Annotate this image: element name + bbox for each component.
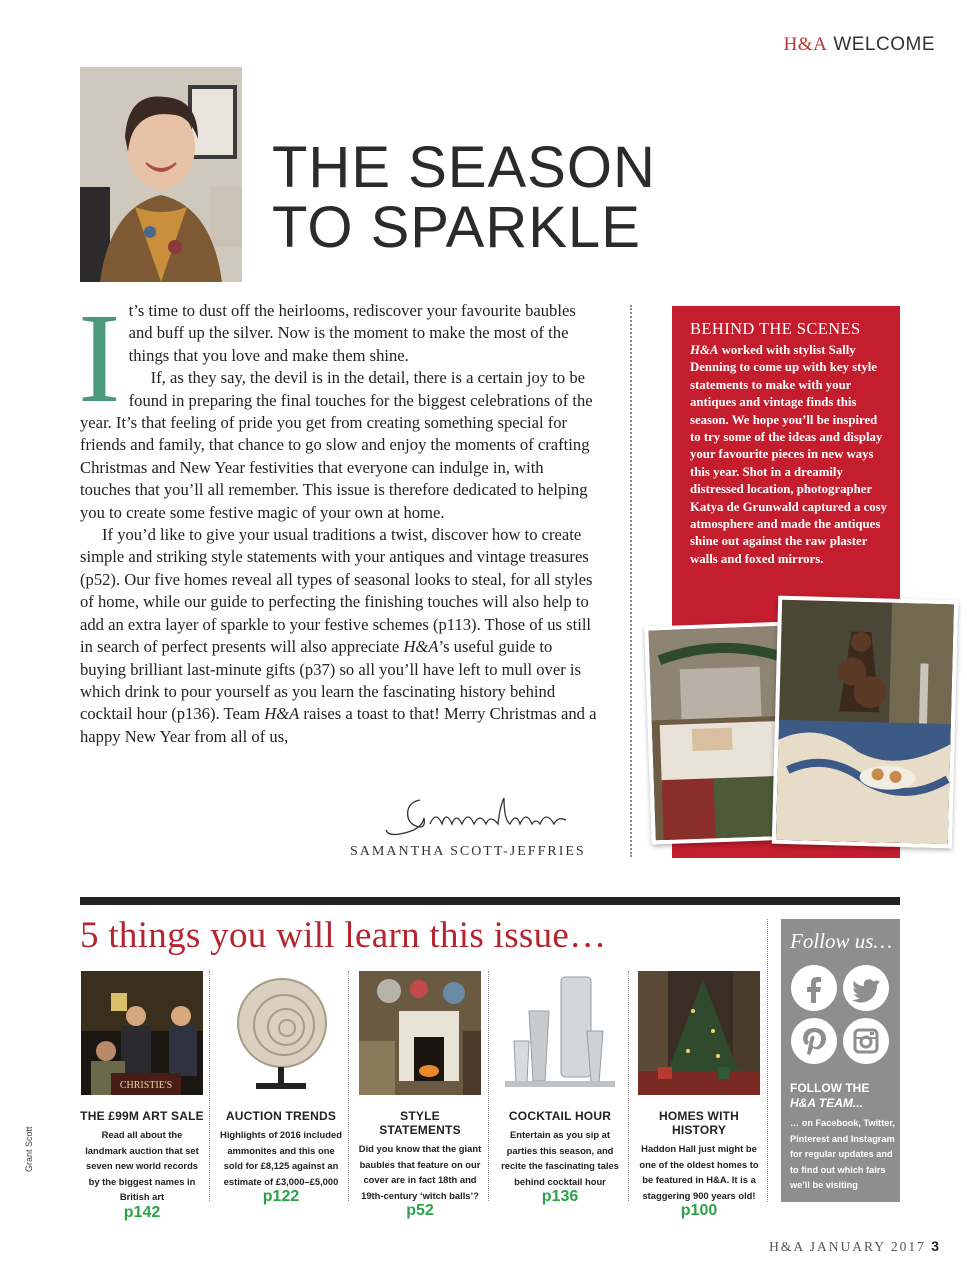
item-heading: STYLE STATEMENTS [379,1109,461,1137]
item-description: Did you know that the giant baubles that feature on our cover are in fact 18th and 19th-century ‘witch balls’? [358,1143,482,1201]
signature [380,790,600,846]
author-name: SAMANTHA SCOTT-JEFFRIES [350,844,586,859]
paragraph-3-part-e: raises a toast to that! Merry Christmas and a happy New Year from all of us, [80,704,597,746]
editorial-text [78,287,598,748]
page-footer [769,1238,939,1255]
paragraph-3 [80,524,598,748]
facebook-icon[interactable] [791,965,837,1011]
auction-house-label: CHRISTIE'S [119,1080,173,1091]
section-rule [80,897,900,905]
item-divider [488,971,489,1201]
behind-scenes-title: BEHIND THE SCENES [690,319,861,338]
item-page-link[interactable]: p136 [541,1188,579,1206]
item-heading: COCKTAIL HOUR [508,1109,612,1123]
item-description: Entertain as you sip at parties this season, and recite the fascinating tales behind cocktail hour [501,1129,619,1187]
feature-item [498,971,622,1206]
item-heading: AUCTION TRENDS [225,1109,337,1123]
paragraph-3-part-a: If you’d like to give your usual traditions a twist, discover how to create simple and striking style statements with your antiques and vintage treasures (p52). Our five homes reveal all types of seasonal looks to steal, for all styles of home, while our guide to perfecting the finishing touches will also help to add an extra layer of sparkle to your festive schemes (p113). Those of us still in search of perfect presents will also appreciate [80,525,593,657]
section-label [784,34,935,56]
follow-description: … on Facebook, Twitter, Pinterest and Instagram for regular updates and to find out which fairs we’ll be visiting [790,1118,895,1191]
page-title [272,135,656,260]
table-display-photo [772,596,958,849]
paragraph-3-part-c: ’s useful guide to buying brilliant last-minute gifts (p37) so all you’ll have left to mull over is which drink to pour yourself as you learn the fascinating history behind cocktail hour (p136). Team [80,637,581,724]
paragraph-1 [78,287,598,429]
item-description: Read all about the landmark auction that set seven new world records by the biggest names in British art [85,1129,199,1203]
cocktail-set-photo [499,971,621,1095]
follow-heading [790,1081,869,1111]
haddon-hall-photo [638,971,760,1095]
feature-item [80,971,204,1222]
feature-item [358,971,482,1220]
title-line-2: TO SPARKLE [272,195,641,260]
paragraph-1-text: t’s time to dust off the heirlooms, rediscover your favourite baubles and buff up the silver. Now is the moment to make the most of the things that you love and make them shine. [128,301,576,365]
behind-scenes-text [690,342,888,568]
footer-issue: H&A JANUARY 2017 [769,1239,926,1254]
feature-item [219,971,343,1206]
item-heading: HOMES WITH HISTORY [659,1109,739,1137]
item-divider [209,971,210,1201]
brand-logo: H&A [783,34,828,55]
title-line-1: THE SEASON [272,135,656,200]
column-divider [630,305,632,857]
item-description: Highlights of 2016 included ammonites and this one sold for £8,125 against an estimate of £3,000–£5,000 [220,1129,342,1187]
twitter-icon[interactable] [843,965,889,1011]
item-divider [628,971,629,1201]
behind-scenes-body: worked with stylist Sally Denning to come up with key style statements to make with your antiques and vintage finds this season. We hope you’ll be inspired to try some of the ideas and display your favourite pieces in new ways this year. Shot in a dreamily distressed location, photographer Katya de Grunwald captured a cosy atmosphere and made the antiques shine out against the raw plaster walls and foxed mirrors. [690,343,888,566]
page-number: 3 [931,1238,939,1254]
follow-heading-line-2: H&A TEAM... [790,1096,863,1110]
editor-portrait [80,67,242,282]
things-title: 5 things you will learn this issue… [80,915,607,956]
ammonite-photo [220,971,342,1095]
paragraph-2: If, as they say, the devil is in the detail, there is a certain joy to be found in preparing the final touches for the biggest celebrations of the year. It’s that feeling of pride you get from creating something special for friends and family, that chance to go slow and enjoy the moments of crafting Christmas and New Year festivities that everyone can indulge in, with touches that you’ll all remember. This issue is therefore dedicated to helping you to create some festive magic of your own at home. [80,368,593,522]
photo-credit: Grant Scott [24,1126,34,1172]
item-page-link[interactable]: p100 [680,1202,718,1220]
brand-mention: H&A [690,343,719,357]
instagram-icon[interactable] [843,1018,889,1064]
feature-item [637,971,761,1220]
item-divider [348,971,349,1201]
brand-mention: H&A [264,704,300,724]
item-divider [767,919,768,1202]
brand-mention: H&A [403,637,439,657]
item-page-link[interactable]: p122 [262,1188,300,1206]
auction-photo [81,971,203,1095]
item-page-link[interactable]: p52 [406,1202,434,1220]
pinterest-icon[interactable] [791,1018,837,1064]
item-description: Haddon Hall just might be one of the oldest homes to be featured in H&A. It is a staggering 900 years old! [639,1143,759,1201]
item-heading: THE £99M ART SALE [80,1109,204,1123]
follow-heading-line-1: FOLLOW THE [790,1081,870,1095]
item-page-link[interactable]: p142 [123,1203,161,1221]
follow-title: Follow us… [790,929,893,953]
fireplace-photo [359,971,481,1095]
dropcap: I [78,287,121,429]
section-name: WELCOME [833,34,935,55]
